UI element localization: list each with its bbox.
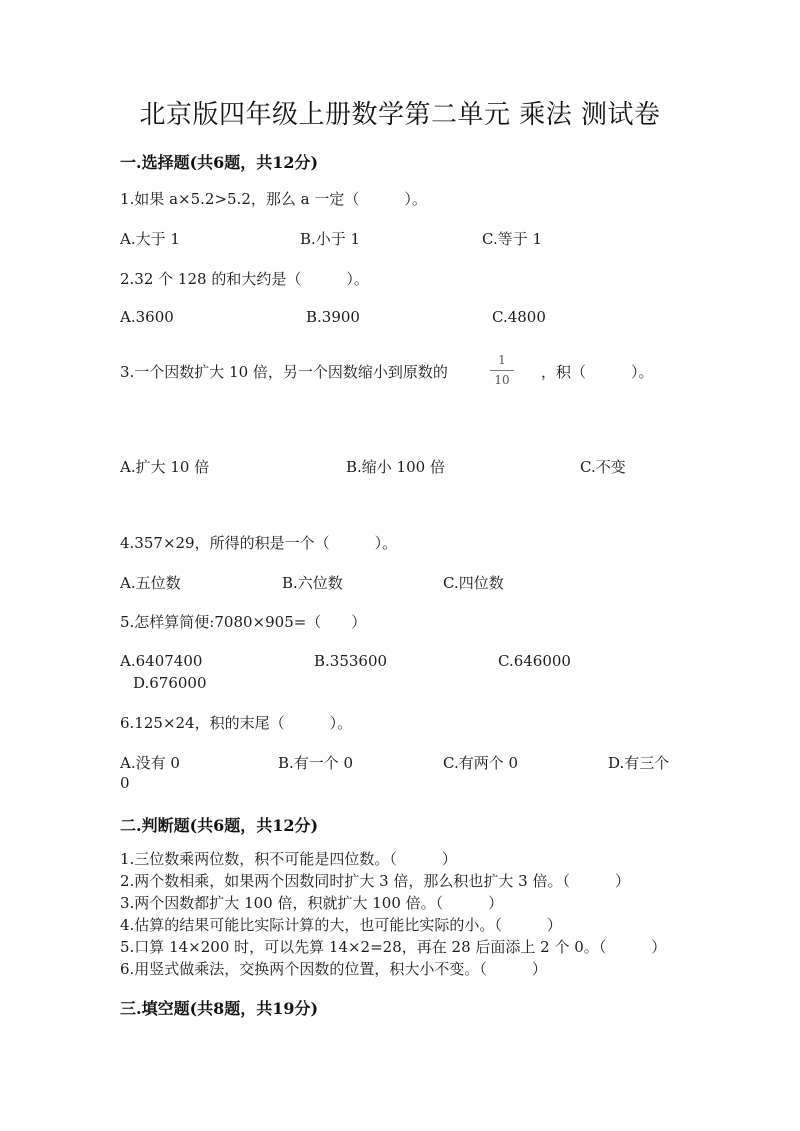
question-1-option-c: C.等于 1	[482, 230, 543, 248]
question-2-stem: 2.32 个 128 的和大约是（ ）。	[120, 270, 369, 288]
question-1-stem: 1.如果 a×5.2>5.2，那么 a 一定（ ）。	[120, 190, 427, 208]
question-5-option-a: A.6407400	[120, 652, 203, 670]
fraction-bar	[490, 370, 514, 371]
question-2-option-b: B.3900	[306, 308, 360, 326]
section-heading-fill: 三.填空题(共8题，共19分)	[120, 999, 319, 1018]
judge-item-4: 4.估算的结果可能比实际计算的大，也可能比实际的小。（ ）	[120, 916, 562, 934]
judge-item-2: 2.两个数相乘，如果两个因数同时扩大 3 倍，那么积也扩大 3 倍。（ ）	[120, 872, 630, 890]
question-6-stem: 6.125×24，积的末尾（ ）。	[120, 714, 353, 732]
question-2-option-c: C.4800	[492, 308, 546, 326]
question-3-option-b: B.缩小 100 倍	[346, 458, 445, 476]
question-1-option-a: A.大于 1	[120, 230, 180, 248]
page-title: 北京版四年级上册数学第二单元 乘法 测试卷	[139, 100, 661, 130]
question-3-option-c: C.不变	[580, 458, 626, 476]
question-4-stem: 4.357×29，所得的积是一个（ ）。	[120, 534, 398, 552]
fraction-numerator: 1	[498, 353, 506, 367]
judge-item-3: 3.两个因数都扩大 100 倍，积就扩大 100 倍。（ ）	[120, 894, 504, 912]
question-5-option-c: C.646000	[498, 652, 571, 670]
question-4-option-a: A.五位数	[120, 574, 181, 592]
question-3-stem: 3.一个因数扩大 10 倍，另一个因数缩小到原数的	[120, 363, 448, 381]
judge-item-6: 6.用竖式做乘法，交换两个因数的位置，积大小不变。（ ）	[120, 960, 547, 978]
question-6-option-b: B.有一个 0	[278, 754, 354, 772]
section-heading-choice: 一.选择题(共6题，共12分)	[120, 153, 319, 172]
question-1-option-b: B.小于 1	[300, 230, 361, 248]
question-6-option-c: C.有两个 0	[443, 754, 519, 772]
question-4-option-b: B.六位数	[282, 574, 343, 592]
question-2-option-a: A.3600	[120, 308, 174, 326]
section-heading-judge: 二.判断题(共6题，共12分)	[120, 816, 319, 835]
question-3-option-a: A.扩大 10 倍	[120, 458, 210, 476]
judge-item-5: 5.口算 14×200 时，可以先算 14×2=28，再在 28 后面添上 2 个 0。（ ）	[120, 938, 667, 956]
question-5-option-b: B.353600	[314, 652, 388, 670]
fraction-one-tenth	[490, 353, 514, 388]
question-4-option-c: C.四位数	[443, 574, 504, 592]
judge-item-1: 1.三位数乘两位数，积不可能是四位数。（ ）	[120, 850, 457, 868]
question-3-stem-end: ，积（ ）。	[541, 363, 654, 381]
question-6-option-d: D.有三个	[608, 754, 670, 772]
question-5-stem: 5.怎样算简便:7080×905=（ ）	[120, 613, 367, 631]
question-5-option-d: D.676000	[133, 674, 207, 692]
question-6-option-d-continued: 0	[120, 774, 130, 792]
fraction-denominator: 10	[494, 373, 510, 387]
question-6-option-a: A.没有 0	[120, 754, 180, 772]
